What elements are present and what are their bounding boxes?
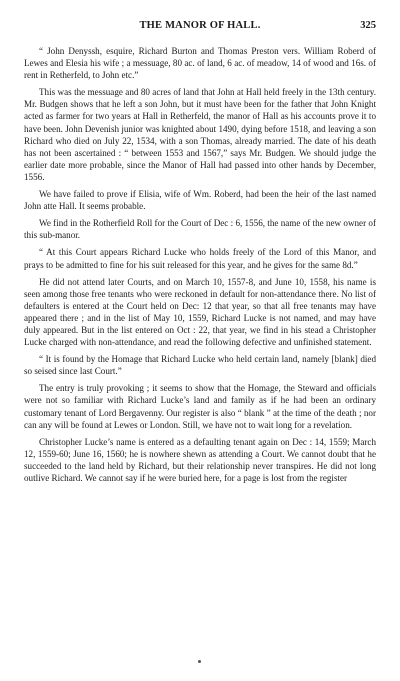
body-text: [24, 45, 376, 484]
paragraph-4: We find in the Rotherfield Roll for the Court of Dec : 6, 1556, the name of the new owner of this sub-manor.: [24, 218, 376, 241]
running-header: [24, 20, 376, 36]
print-speck: [198, 660, 201, 663]
running-title: THE MANOR OF HALL.: [139, 20, 261, 31]
paragraph-6: He did not attend later Courts, and on March 10, 1557-8, and June 10, 1558, his name is seen among those free tenants who were reckoned in default for non-attendance there. No list of defaulters is entered at the Court held on Dec: 12 that year, so that all free tenants may have appeared there ; and in the list of May 10, 1559, Richard Lucke is not named, and may have duly appeared. But in the list entered on Oct : 22, that year, we find in his stead a Christopher Lucke charged with non-attendance, and read the following defective and unfinished statement.: [24, 276, 376, 348]
paragraph-2: This was the messuage and 80 acres of land that John at Hall held freely in the 13th century. Mr. Budgen shows that he left a son John, but it must have been for the father that John Knight acted as farmer for two years at Hall in Retherfeld, the manor of Hall as his accounts prove it to have been. John Devenish junior was knighted about 1490, dying before 1518, and leaving a son Richard who died on July 22, 1534, with a son Thomas, already married. The date of his death has not been ascertained : “ between 1553 and 1567,” says Mr. Budgen. We should judge the earlier date more probable, since the Manor of Hall had passed into other hands by December, 1556.: [24, 87, 376, 182]
paragraph-9: Christopher Lucke’s name is entered as a defaulting tenant again on Dec : 14, 1559; March 12, 1559-60; June 16, 1560; he is nowhere shewn as attending a Court. We cannot doubt that he succeeded to the land held by Richard, but their relationship never transpires. He did not long outlive Richard. We cannot say if he were buried here, for a page is lost from the register: [24, 436, 376, 483]
paragraph-7: “ It is found by the Homage that Richard Lucke who held certain land, namely [blank] died so seised since last Court.”: [24, 354, 376, 377]
paragraph-5: “ At this Court appears Richard Lucke who holds freely of the Lord of this Manor, and prays to be admitted to fine for his suit released for this year, and he gives for the same 8d.”: [24, 247, 376, 270]
paragraph-8: The entry is truly provoking ; it seems to show that the Homage, the Steward and officials were not so familiar with Richard Lucke’s land and family as if he had been an ordinary customary tenant of Lord Bergavenny. Our register is also “ blank ” at the time of the death ; nor can any will be found at Lewes or London. Still, we have not to wait long for a revelation.: [24, 383, 376, 430]
paragraph-1: “ John Denyssh, esquire, Richard Burton and Thomas Preston vers. William Roberd of Lewes and Elesia his wife ; a messuage, 80 ac. of land, 6 ac. of meadow, 14 of wood and 16s. of rent in Retherfeld, to John etc.”: [24, 46, 376, 81]
paragraph-3: We have failed to prove if Elisia, wife of Wm. Roberd, had been the heir of the last named John atte Hall. It seems probable.: [24, 189, 376, 212]
page-number: 325: [360, 20, 376, 31]
